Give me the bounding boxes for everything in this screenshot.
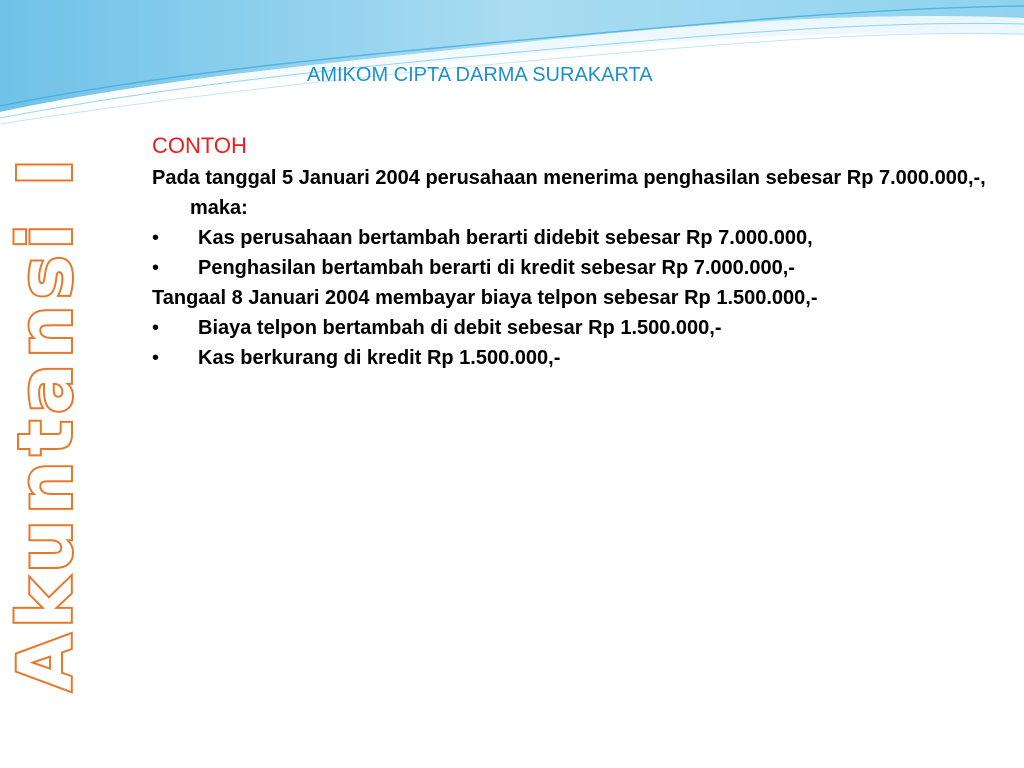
paragraph-transaction-1: Pada tanggal 5 Januari 2004 perusahaan menerima penghasilan sebesar Rp 7.000.000,-, maka: — [152, 167, 986, 219]
bullet-item — [152, 313, 1002, 343]
bullet-dot: • — [152, 227, 160, 249]
content-body — [152, 130, 1002, 373]
bullet-text: Biaya telpon bertambah di debit sebesar Rp 1.500.000,- — [198, 317, 722, 339]
bullet-item — [152, 253, 1002, 283]
bullet-text: Penghasilan bertambah berarti di kredit sebesar Rp 7.000.000,- — [198, 257, 795, 279]
bullet-dot: • — [152, 257, 160, 279]
bullet-dot: • — [152, 317, 160, 339]
bullet-dot: • — [152, 347, 160, 369]
header-title: AMIKOM CIPTA DARMA SURAKARTA — [307, 64, 653, 86]
side-title-vertical: Akuntansi I — [3, 152, 89, 692]
bullet-text: Kas berkurang di kredit Rp 1.500.000,- — [198, 347, 561, 369]
bullet-item — [152, 343, 1002, 373]
paragraph-transaction-2: Tangaal 8 Januari 2004 membayar biaya telpon sebesar Rp 1.500.000,- — [152, 287, 818, 309]
bullet-item — [152, 223, 1002, 253]
section-heading: CONTOH — [152, 133, 247, 158]
bullet-text: Kas perusahaan bertambah berarti didebit sebesar Rp 7.000.000, — [198, 227, 813, 249]
